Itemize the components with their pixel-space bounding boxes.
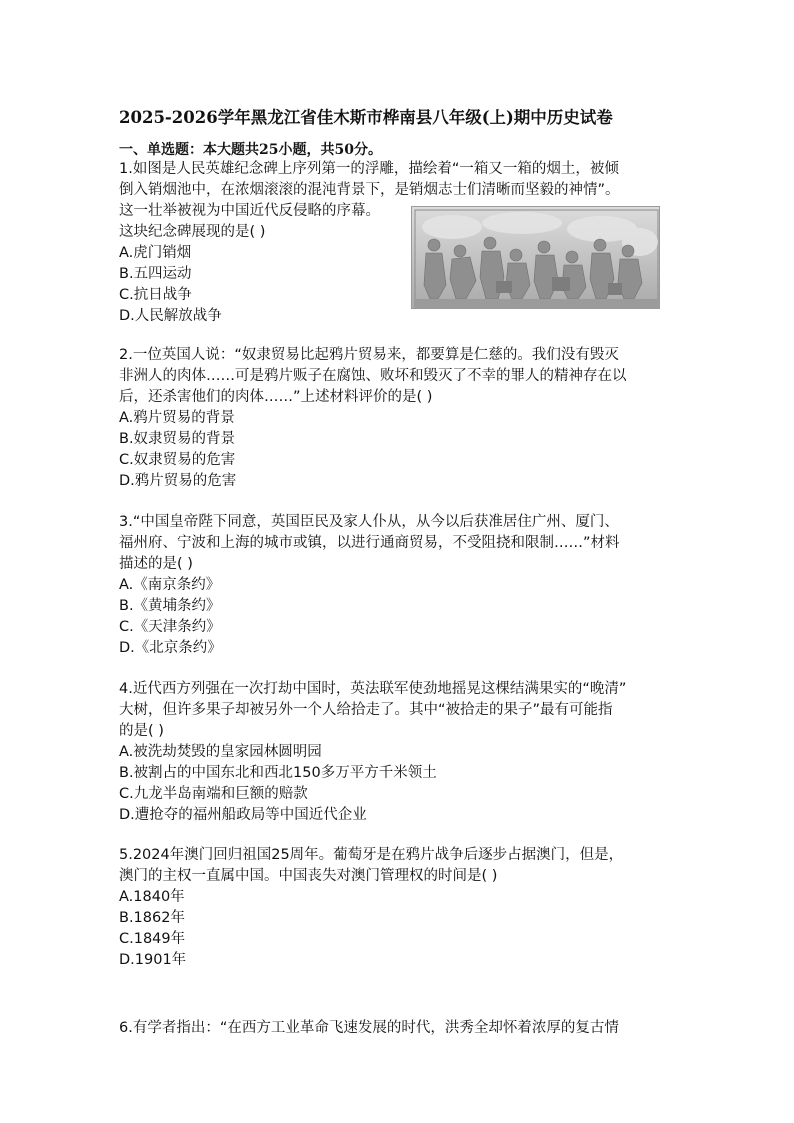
option-b: B.五四运动: [119, 266, 192, 282]
option-c: C.1849年: [119, 931, 186, 947]
question-text-line: 3.“中国皇帝陛下同意，英国臣民及家人仆从，从今以后获准居住广州、厦门、: [119, 514, 619, 530]
question-text-line: 这一壮举被视为中国近代反侵略的序幕。: [119, 203, 380, 219]
monument-relief-image: [411, 206, 660, 309]
question-text-line: 1.如图是人民英雄纪念碑上序列第一的浮雕，描绘着“一箱又一箱的烟土，被倾: [119, 161, 619, 177]
option-b: B.奴隶贸易的背景: [119, 431, 236, 447]
question-text-line: 倒入销烟池中，在浓烟滚滚的混沌背景下，是销烟志士们清晰而坚毅的神情”。: [119, 182, 620, 198]
question-4: [119, 679, 679, 826]
question-text-line: 2.一位英国人说：“奴隶贸易比起鸦片贸易来，都要算是仁慈的。我们没有毁灭: [119, 347, 619, 363]
question-text-line: 澳门的主权一直属中国。中国丧失对澳门管理权的时间是( ): [119, 868, 498, 884]
option-d: D.1901年: [119, 952, 187, 968]
relief-figures-graphic: [412, 207, 660, 309]
option-b: B.《黄埔条约》: [119, 598, 221, 614]
question-5: [119, 845, 679, 971]
option-c: C.九龙半岛南端和巨额的赔款: [119, 786, 308, 802]
question-text-line: 描述的是( ): [119, 556, 193, 572]
option-b: B.被割占的中国东北和西北150多万平方千米领土: [119, 765, 437, 781]
option-a: A.鸦片贸易的背景: [119, 410, 235, 426]
option-c: C.抗日战争: [119, 287, 192, 303]
exam-title: 2025-2026学年黑龙江省佳木斯市桦南县八年级(上)期中历史试卷: [119, 108, 613, 127]
question-6: [119, 1018, 679, 1039]
question-text-line: 福州府、宁波和上海的城市或镇，以进行通商贸易，不受阻挠和限制……”材料: [119, 535, 620, 551]
question-text-line: 非洲人的肉体……可是鸦片贩子在腐蚀、败坏和毁灭了不幸的罪人的精神存在以: [119, 368, 627, 384]
option-d: D.《北京条约》: [119, 640, 222, 656]
question-text-line: 大树，但许多果子却被另外一个人给拾走了。其中“被拾走的果子”最有可能指: [119, 702, 613, 718]
option-d: D.遭抢夺的福州船政局等中国近代企业: [119, 807, 367, 823]
question-text-line: 的是( ): [119, 723, 164, 739]
question-text-line: 5.2024年澳门回归祖国25周年。葡萄牙是在鸦片战争后逐步占据澳门，但是，: [119, 847, 624, 863]
question-text-line: 4.近代西方列强在一次打劫中国时，英法联军使劲地摇晃这棵结满果实的“晚清”: [119, 681, 627, 697]
option-a: A.1840年: [119, 889, 185, 905]
option-d: D.人民解放战争: [119, 308, 222, 324]
question-2: [119, 345, 679, 492]
option-b: B.1862年: [119, 910, 185, 926]
question-text-line: 这块纪念碑展现的是( ): [119, 224, 266, 240]
option-a: A.虎门销烟: [119, 245, 192, 261]
option-c: C.《天津条约》: [119, 619, 221, 635]
option-a: A.《南京条约》: [119, 577, 221, 593]
question-text-line: 6.有学者指出：“在西方工业革命飞速发展的时代，洪秀全却怀着浓厚的复古情: [119, 1020, 619, 1036]
option-c: C.奴隶贸易的危害: [119, 452, 236, 468]
question-3: [119, 512, 679, 659]
option-a: A.被洗劫焚毁的皇家园林圆明园: [119, 744, 322, 760]
question-text-line: 后，还杀害他们的肉体……”上述材料评价的是( ): [119, 389, 433, 405]
section-heading: 一、单选题：本大题共25小题，共50分。: [119, 142, 382, 158]
option-d: D.鸦片贸易的危害: [119, 473, 237, 489]
